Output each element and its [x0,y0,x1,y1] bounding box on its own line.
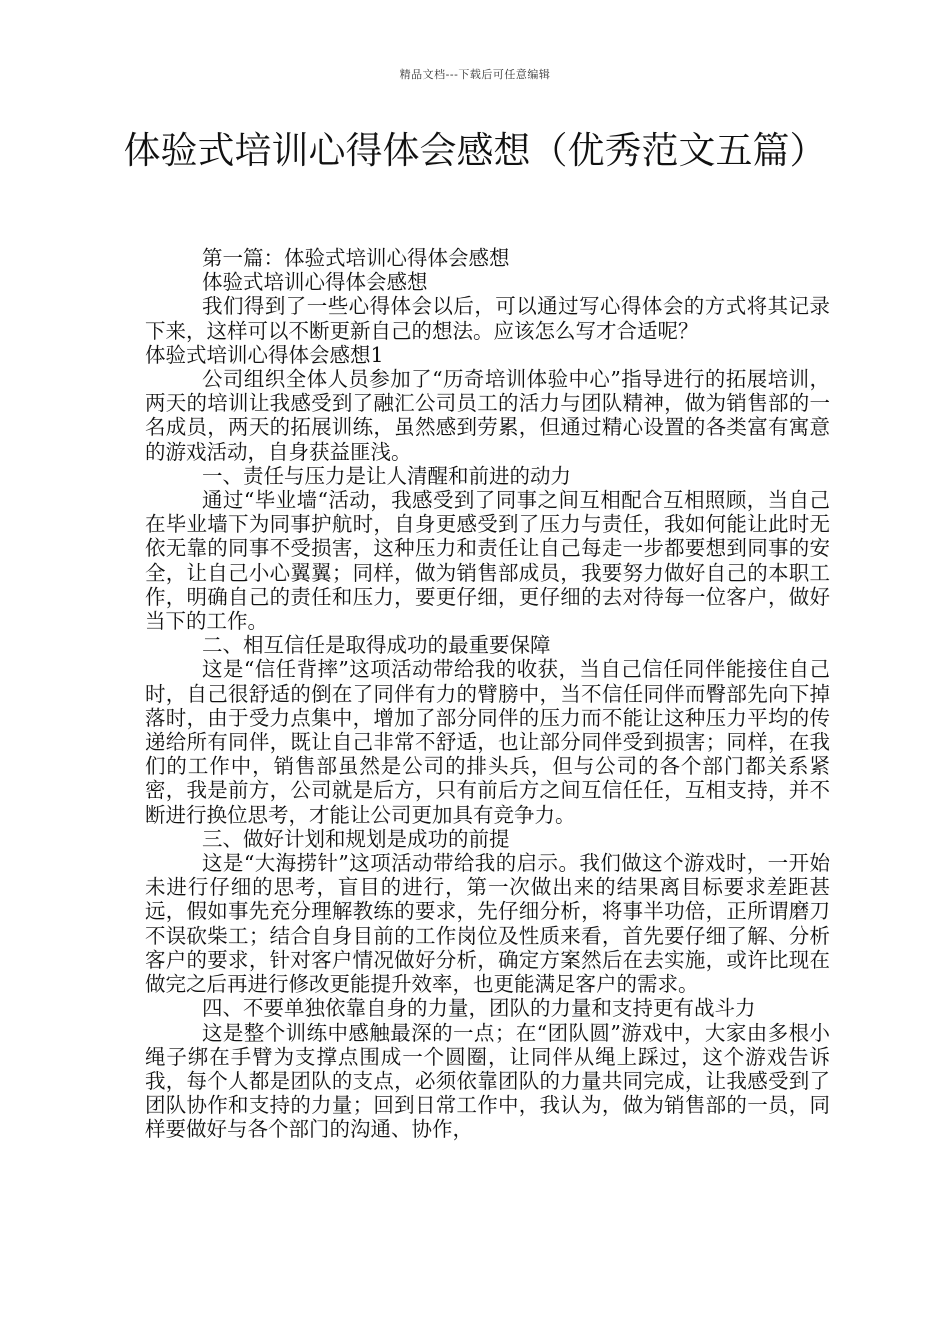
section-heading: 二、相互信任是取得成功的最重要保障 [202,633,551,658]
section-heading: 四、不要单独依靠自身的力量，团队的力量和支持更有战斗力 [202,996,756,1021]
paragraph: 体验式培训心得体会感想1 [145,342,384,367]
header-note: 精品文档---下载后可任意编辑 [399,68,551,81]
section-heading: 一、责任与压力是让人清醒和前进的动力 [202,463,571,488]
paragraph: 这是“信任背摔”这项活动带给我的收获，当自己信任同伴能接住自己时，自己很舒适的倒在了同伴有力的臂膀中，当不信任同伴而臀部先向下掉落时，由于受力点集中，增加了部分同伴的压力而不能让这种压力平均的传递给所有同伴，既让自己非常不舒适，也让部分同伴受到损害；同样，在我们的工作中，销售部虽然是公司的排头兵，但与公司的各个部门都关系紧密，我是前方，公司就是后方，只有前后方之间互信任任，互相支持，并不断进行换位思考，才能让公司更加具有竞争力。 [145,657,830,827]
paragraph: 这是“大海捞针”这项活动带给我的启示。我们做这个游戏时，一开始未进行仔细的思考，盲目的进行，第一次做出来的结果离目标要求差距甚远，假如事先充分理解教练的要求，先仔细分析，将事半功倍，正所谓磨刀不误砍柴工；结合自身目前的工作岗位及性质来看，首先要仔细了解、分析客户的要求，针对客户情况做好分析，确定方案然后在去实施，或许比现在做完之后再进行修改更能提升效率，也更能满足客户的需求。 [145,851,830,997]
paragraph: 我们得到了一些心得体会以后，可以通过写心得体会的方式将其记录下来，这样可以不断更新自己的想法。应该怎么写才合适呢？ [145,294,830,343]
paragraph: 公司组织全体人员参加了“历奇培训体验中心”指导进行的拓展培训，两天的培训让我感受到了融汇公司员工的活力与团队精神，做为销售部的一名成员，两天的拓展训练，虽然感到劳累，但通过精心设置的各类富有寓意的游戏活动，自身获益匪浅。 [145,367,830,464]
paragraph: 第一篇：体验式培训心得体会感想 [202,246,510,270]
document-title: 体验式培训心得体会感想（优秀范文五篇） [123,129,827,172]
paragraph: 通过“毕业墙“活动，我感受到了同事之间互相配合互相照顾，当自己在毕业墙下为同事护航时，自身更感受到了压力与责任，我如何能让此时无依无靠的同事不受损害，这种压力和责任让自己每走一步都要想到同事的安全，让自己小心翼翼；同样，做为销售部成员，我要努力做好自己的本职工作，明确自己的责任和压力，要更仔细，更仔细的去对待每一位客户，做好当下的工作。 [145,488,830,634]
section-heading: 三、做好计划和规划是成功的前提 [202,826,510,851]
document-body [145,246,830,1142]
paragraph: 这是整个训练中感触最深的一点；在“团队圆”游戏中，大家由多根小绳子绑在手臂为支撑点围成一个圆圈，让同伴从绳上踩过，这个游戏告诉我，每个人都是团队的支点，必须依靠团队的力量共同完成，让我感受到了团队协作和支持的力量；回到日常工作中，我认为，做为销售部的一员，同样要做好与各个部门的沟通、协作， [145,1020,830,1142]
paragraph: 体验式培训心得体会感想 [202,270,428,295]
